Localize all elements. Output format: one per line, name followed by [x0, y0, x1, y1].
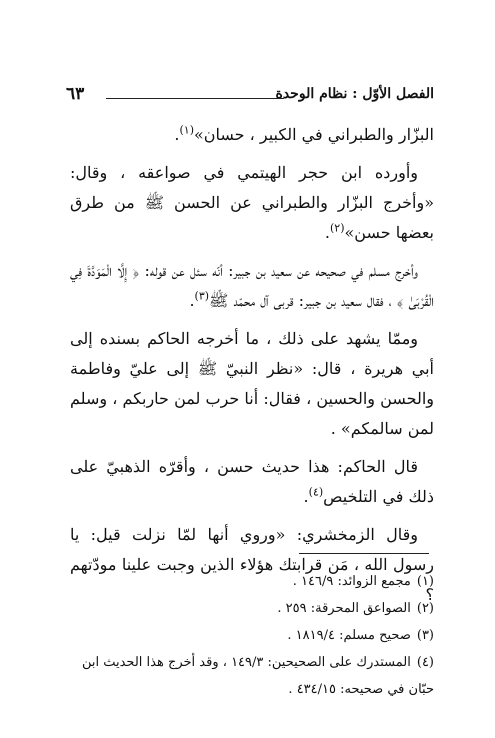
footnote-number: (١) [416, 574, 434, 589]
paragraph: وأخرج مسلم في صحيحه عن سعيد بن جبير: أنّه سئل عن قوله: ﴿ إِلَّا الْمَوَدَّةَ فِي الْقُرْبَىٰ ﴾ ، فقال سعيد بن جبير: قربى آل محمّد ﷺ$^{(٣)}$. [70, 261, 434, 310]
paragraph: وممّا يشهد على ذلك ، ما أخرجه الحاكم بسنده إلى أبي هريرة ، قال: «نظر النبيّ ﷺ إلى عليّ وفاطمة والحسن والحسين ، فقال: أنا حرب لمن حاربكم ، وسلم لمن سالمكم» . [70, 329, 434, 438]
paragraph: قال الحاكم: هذا حديث حسن ، وأقرّه الذهبيّ على ذلك في التلخيص$^{(٤)}$. [70, 457, 434, 506]
footnote [70, 595, 434, 622]
footnote-separator [299, 553, 429, 554]
footnote-text: الصواعق المحرقة: ٢٥٩ . [277, 601, 411, 616]
footnote-reference: (٢) [329, 221, 345, 235]
footnote-text: المستدرك على الصحيحين: ١٤٩/٣ ، وقد أخرج هذا الحديث ابن حبّان في صحيحه: ٤٣٤/١٥ . [81, 655, 434, 697]
footnote [70, 568, 434, 595]
page-number: ٦٣ [66, 84, 85, 104]
paragraph: البزّار والطبراني في الكبير ، حسان»$^{(١)}$. [174, 123, 434, 144]
paragraph: وأورده ابن حجر الهيتمي في صواعقه ، وقال: «وأخرج البزّار والطبراني عن الحسن ﷺ من طرق بعضها حسن»$^{(٢)}$. [70, 163, 434, 242]
footnote-text: مجمع الزوائد: ١٤٦/٩ . [292, 574, 411, 589]
footnote [70, 649, 434, 703]
body-text [70, 120, 434, 618]
footnote-number: (٣) [416, 628, 434, 643]
footnotes [70, 568, 434, 703]
footnote-text: صحيح مسلم: ١٨١٩/٤ . [287, 628, 411, 643]
footnote [70, 622, 434, 649]
footnote-reference: (٣) [194, 289, 210, 303]
footnote-reference: (١) [179, 123, 194, 137]
footnote-reference: (٤) [308, 485, 324, 499]
header-rule [106, 98, 284, 99]
paragraph: وقال الزمخشري: «وروي أنها لمّا نزلت قيل: يا رسول الله ، مَن قرابتك هؤلاء الذين وجبت علينا مودّتهم ؟ [70, 525, 434, 604]
footnote-number: (٤) [416, 655, 434, 670]
footnote-number: (٢) [416, 601, 434, 616]
page-header [66, 84, 434, 106]
running-title: الفصل الأوّل : نظام الوحدة [275, 86, 434, 102]
